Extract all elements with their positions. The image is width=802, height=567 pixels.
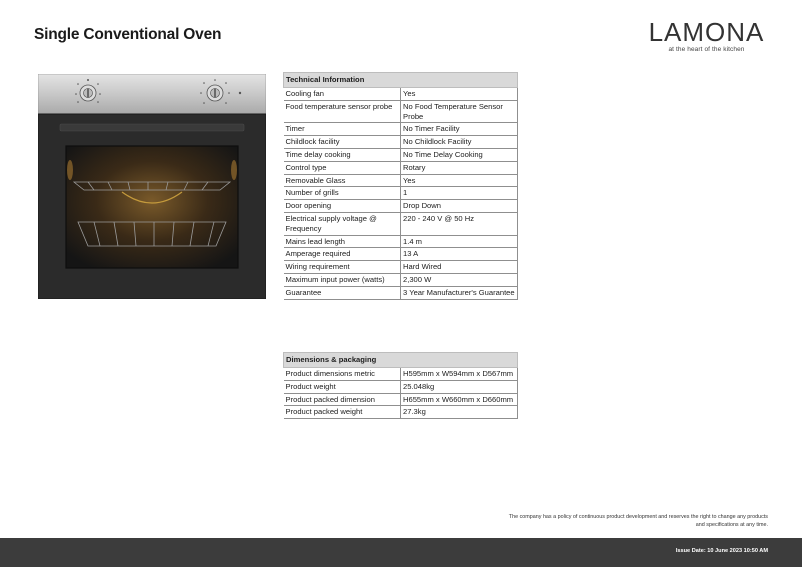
row-label: Product packed dimension — [284, 393, 401, 406]
row-value: H655mm x W660mm x D660mm — [401, 393, 518, 406]
table-row — [284, 380, 518, 393]
row-label: Amperage required — [284, 248, 401, 261]
table-row — [284, 393, 518, 406]
row-value: 1.4 m — [401, 235, 518, 248]
row-value: Yes — [401, 88, 518, 101]
row-label: Time delay cooking — [284, 148, 401, 161]
table-row — [284, 248, 518, 261]
oven-product-image — [38, 74, 266, 299]
row-value: H595mm x W594mm x D567mm — [401, 368, 518, 381]
row-value: No Time Delay Cooking — [401, 148, 518, 161]
row-label: Timer — [284, 123, 401, 136]
table-row — [284, 406, 518, 419]
row-label: Food temperature sensor probe — [284, 100, 401, 123]
table-row — [284, 212, 518, 235]
table-row — [284, 148, 518, 161]
table-row — [284, 368, 518, 381]
row-label: Mains lead length — [284, 235, 401, 248]
brand-tagline: at the heart of the kitchen — [668, 46, 745, 53]
brand-logo — [644, 16, 769, 53]
row-label: Removable Glass — [284, 174, 401, 187]
row-value: 13 A — [401, 248, 518, 261]
row-label: Door opening — [284, 200, 401, 213]
row-label: Cooling fan — [284, 88, 401, 101]
control-panel — [38, 74, 266, 114]
row-value: 1 — [401, 187, 518, 200]
door-window — [66, 146, 238, 268]
door-handle — [60, 124, 244, 131]
row-value: 25.048kg — [401, 380, 518, 393]
table-row — [284, 200, 518, 213]
table-row — [284, 273, 518, 286]
technical-heading: Technical Information — [284, 73, 518, 88]
row-label: Product weight — [284, 380, 401, 393]
row-value: No Timer Facility — [401, 123, 518, 136]
row-label: Maximum input power (watts) — [284, 273, 401, 286]
page-title: Single Conventional Oven — [34, 26, 222, 43]
row-value: 27.3kg — [401, 406, 518, 419]
row-label: Product dimensions metric — [284, 368, 401, 381]
table-row — [284, 187, 518, 200]
issue-date: Issue Date: 10 June 2023 10:50 AM — [675, 548, 768, 554]
table-row — [284, 100, 518, 123]
row-label: Electrical supply voltage @ Frequency — [284, 212, 401, 235]
row-value: Drop Down — [401, 200, 518, 213]
row-label: Childlock facility — [284, 136, 401, 149]
row-value: No Food Temperature Sensor Probe — [401, 100, 518, 123]
dimensions-heading: Dimensions & packaging — [284, 353, 518, 368]
row-value: No Childlock Facility — [401, 136, 518, 149]
table-row — [284, 235, 518, 248]
table-row — [284, 123, 518, 136]
row-value: Yes — [401, 174, 518, 187]
brand-name: LAMONA — [648, 17, 765, 47]
disclaimer-text: The company has a policy of continuous product development and reserves the right to change any products and specifications at any time. — [508, 514, 768, 528]
row-value: 3 Year Manufacturer's Guarantee — [401, 286, 518, 299]
technical-information-table — [283, 72, 518, 300]
row-label: Guarantee — [284, 286, 401, 299]
dimensions-packaging-table — [283, 352, 518, 419]
lamp-glow-left — [67, 160, 73, 180]
row-label: Product packed weight — [284, 406, 401, 419]
table-row — [284, 261, 518, 274]
table-row — [284, 286, 518, 299]
table-row — [284, 161, 518, 174]
row-value: 2,300 W — [401, 273, 518, 286]
row-value: 220 - 240 V @ 50 Hz — [401, 212, 518, 235]
row-label: Control type — [284, 161, 401, 174]
row-value: Hard Wired — [401, 261, 518, 274]
table-row — [284, 174, 518, 187]
footer-bar — [0, 538, 802, 567]
row-label: Wiring requirement — [284, 261, 401, 274]
table-row — [284, 136, 518, 149]
table-row — [284, 88, 518, 101]
lamp-glow-right — [231, 160, 237, 180]
row-value: Rotary — [401, 161, 518, 174]
row-label: Number of grills — [284, 187, 401, 200]
